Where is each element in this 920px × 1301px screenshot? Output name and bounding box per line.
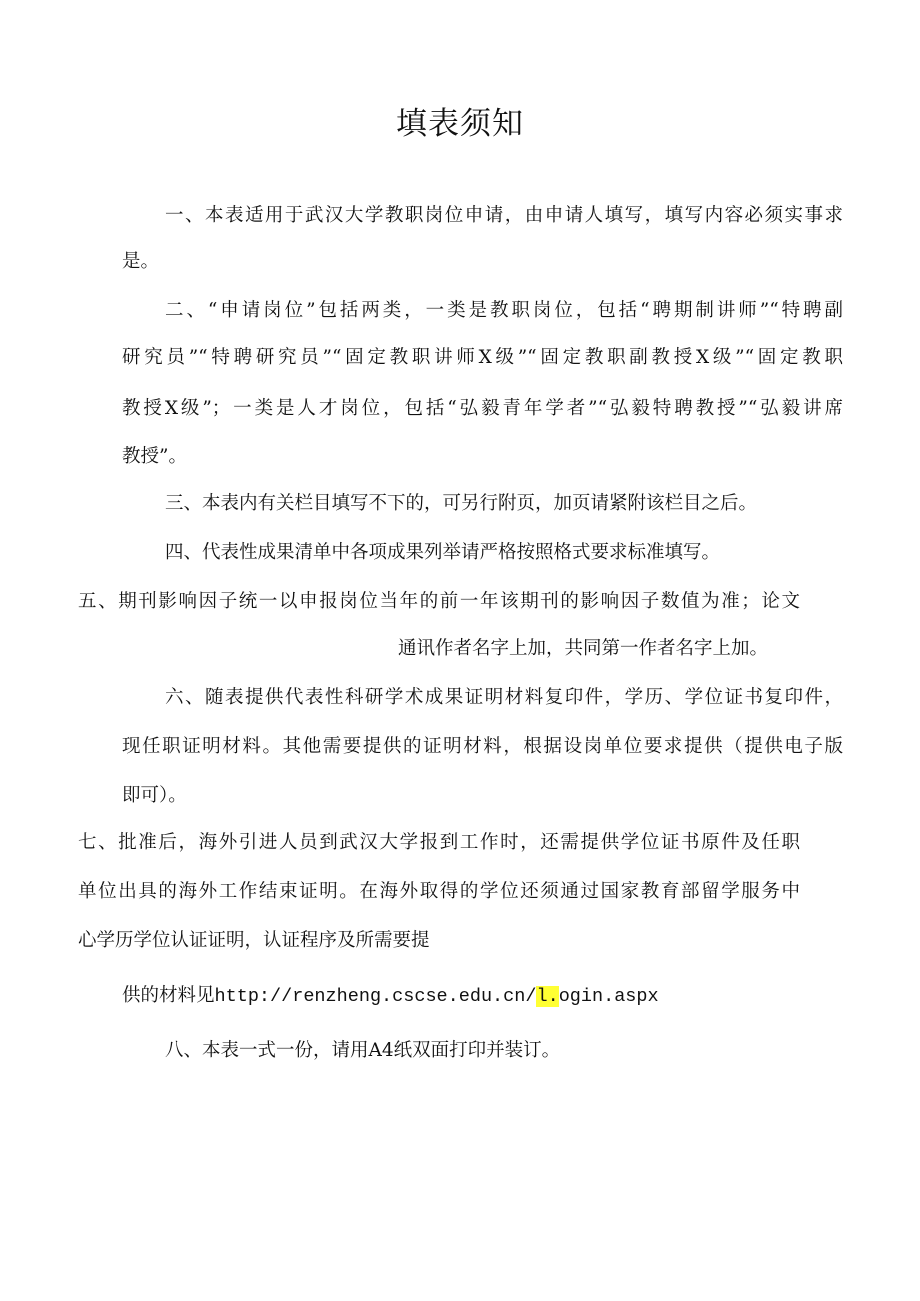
item-2-line-1: 二、“申请岗位”包括两类，一类是教职岗位，包括“聘期制讲师”“特聘副 xyxy=(165,300,843,321)
cscse-url-part-2: ogin.aspx xyxy=(558,986,659,1007)
item-8-line-1: 八、本表一式一份，请用A4纸双面打印并装订。 xyxy=(165,1040,561,1061)
item-3-line-1: 三、本表内有关栏目填写不下的，可另行附页，加页请紧附该栏目之后。 xyxy=(165,493,758,514)
item-6-line-2: 现任职证明材料。其他需要提供的证明材料，根据设岗单位要求提供（提供电子版 xyxy=(122,736,843,757)
item-6-line-3: 即可）。 xyxy=(122,785,187,806)
page-title: 填表须知 xyxy=(396,106,524,142)
item-7-line-1: 七、批准后，海外引进人员到武汉大学报到工作时，还需提供学位证书原件及任职 xyxy=(78,832,800,853)
item-7-line-3: 心学历学位认证证明，认证程序及所需要提 xyxy=(78,930,430,951)
item-7-line-4-prefix: 供的材料见 xyxy=(122,985,215,1006)
item-6-line-1: 六、随表提供代表性科研学术成果证明材料复印件，学历、学位证书复印件， xyxy=(165,687,843,708)
item-2-line-3: 教授X级”；一类是人才岗位，包括“弘毅青年学者”“弘毅特聘教授”“弘毅讲席 xyxy=(122,398,843,419)
item-5-line-2: 通讯作者名字上加，共同第一作者名字上加。 xyxy=(398,638,769,659)
item-2-line-2: 研究员”“特聘研究员”“固定教职讲师X级”“固定教职副教授X级”“固定教职 xyxy=(122,347,843,368)
cscse-url-part-1: http://renzheng.cscse.edu.cn/ xyxy=(214,986,537,1007)
item-7-line-2: 单位出具的海外工作结束证明。在海外取得的学位还须通过国家教育部留学服务中 xyxy=(78,881,800,902)
item-1-line-2: 是。 xyxy=(122,251,160,272)
item-2-line-4: 教授”。 xyxy=(122,446,187,467)
item-1-line-1: 一、本表适用于武汉大学教职岗位申请，由申请人填写，填写内容必须实事求 xyxy=(165,205,843,226)
cscse-url-highlight: l. xyxy=(536,986,559,1007)
item-7-line-4 xyxy=(122,984,659,1009)
item-4-line-1: 四、代表性成果清单中各项成果列举请严格按照格式要求标准填写。 xyxy=(165,542,721,563)
item-5-line-1: 五、期刊影响因子统一以申报岗位当年的前一年该期刊的影响因子数值为准；论文 xyxy=(78,591,800,612)
